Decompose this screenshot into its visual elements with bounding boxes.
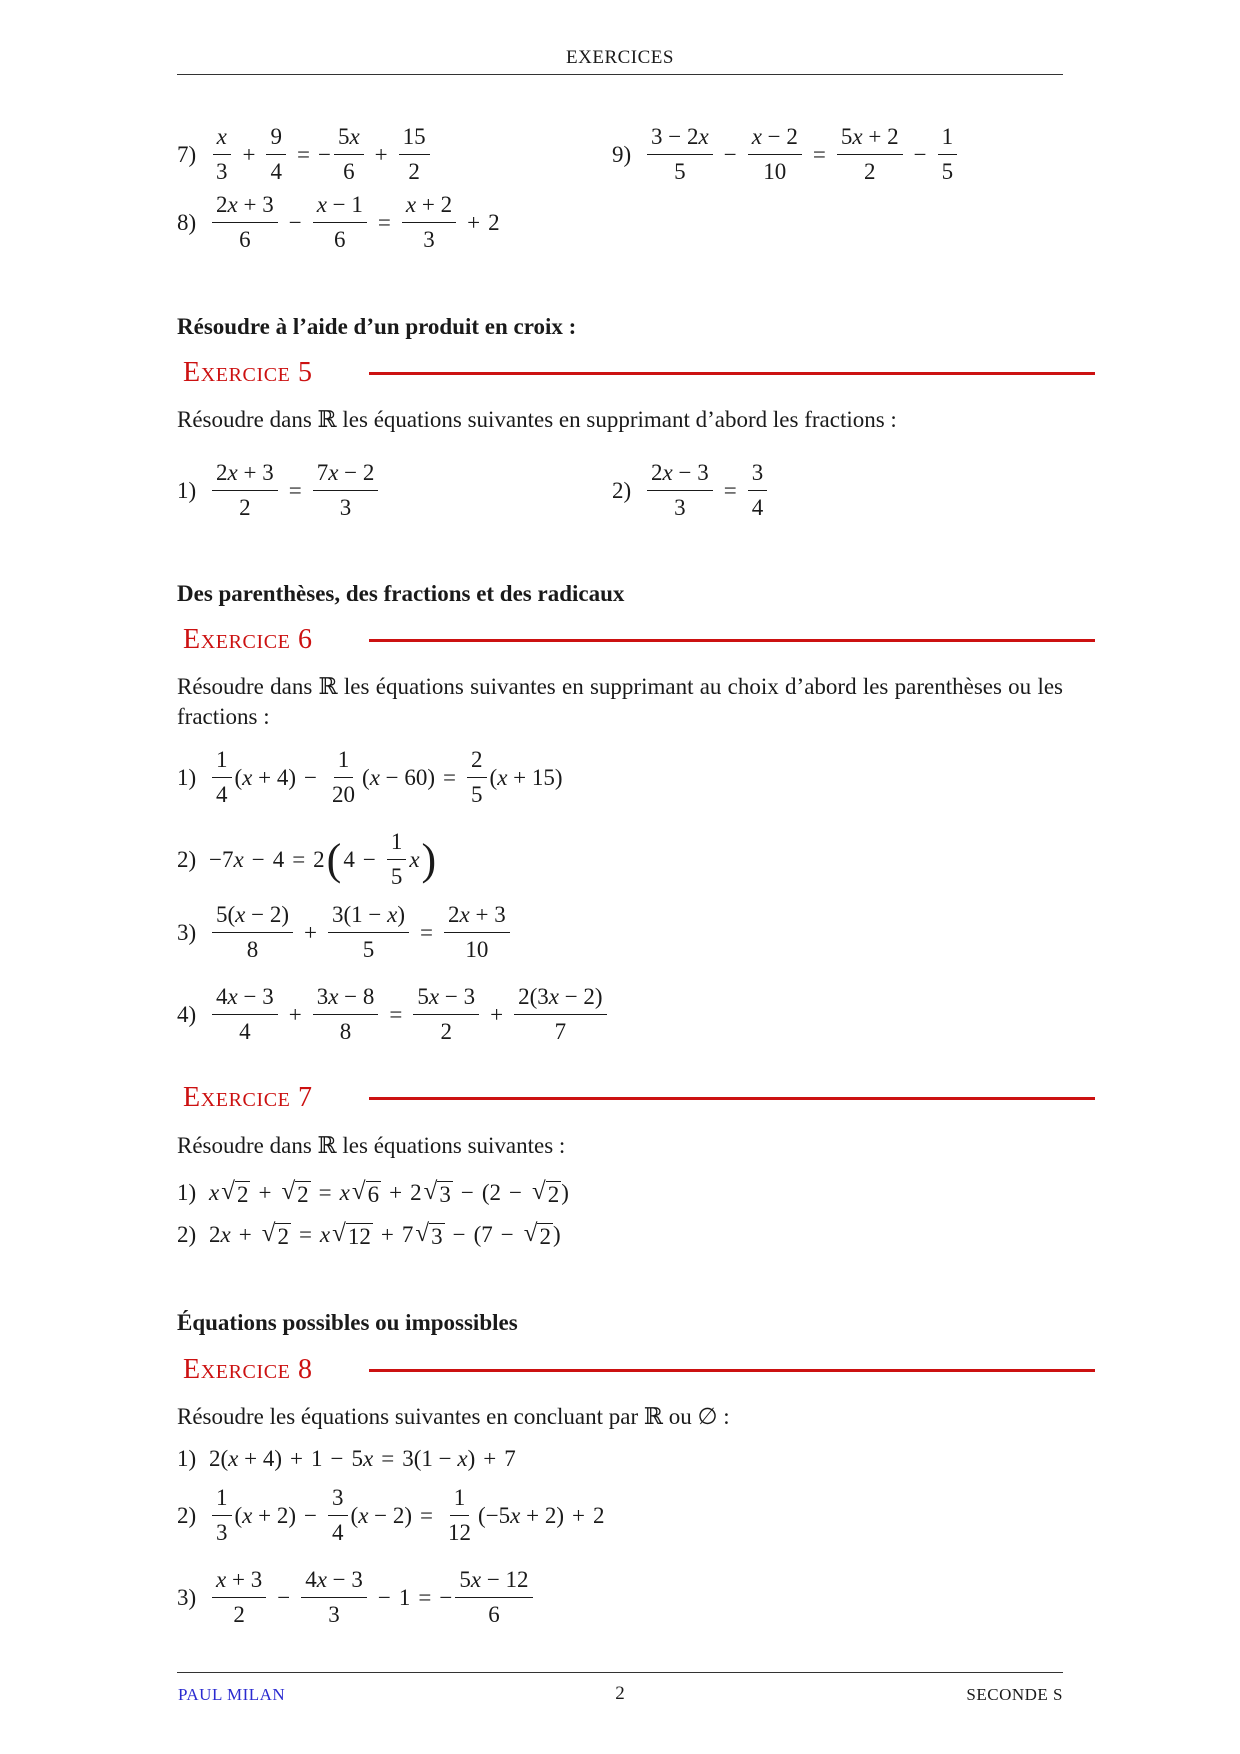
ex7-equation-2: 2) 2x + √ 2 = x √ 12 + 7 √ 3 − (7 − √ 2 ) <box>177 1220 561 1249</box>
exercise-8-instruction: Résoudre les équations suivantes en concluant par ℝ ou ∅ : <box>177 1404 730 1429</box>
page-header: EXERCICES <box>566 47 674 68</box>
ex5-equation-1: 1) $\frac{2x + 3}{2}$ = $\frac{7x - 2}{3}$ <box>177 458 381 523</box>
footer-rule <box>177 1672 1063 1673</box>
header-rule <box>177 74 1063 75</box>
exercise-5-title: Exercice 5 <box>183 357 313 388</box>
footer-course: SECONDE S <box>966 1685 1063 1704</box>
exercise-5-rule <box>369 372 1095 375</box>
equation-8: 8) $\frac{2x + 3}{6}$ − $\frac{x - 1}{6}$ = $\frac{x + 2}{3}$ + 2 <box>177 192 500 252</box>
exercise-6-header <box>183 622 1095 662</box>
exercise-6-rule <box>369 639 1095 642</box>
ex8-equation-3: 3) $\frac{x + 3}{2}$ − $\frac{4x - 3}{3}$ − 1 = − $\frac{5x - 12}{6}$ <box>177 1565 536 1630</box>
ex6-equation-3: 3) $\frac{5(x - 2)}{8}$ + $\frac{3(1 - x)}{5}$ = $\frac{2x + 3}{10}$ <box>177 900 513 965</box>
exercise-6-title: Exercice 6 <box>183 624 313 655</box>
exercise-6-instruction: Résoudre dans ℝ les équations suivantes en supprimant au choix d’abord les parenthèses ou les fractions : <box>177 674 1063 729</box>
footer-page-number: 2 <box>615 1683 625 1704</box>
footer-author: PAUL MILAN <box>178 1685 286 1704</box>
section-heading-cross-product: Résoudre à l’aide d’un produit en croix : <box>177 314 577 339</box>
exercise-7-header <box>183 1080 1095 1120</box>
exercise-8-header <box>183 1352 1095 1392</box>
exercise-5-instruction: Résoudre dans ℝ les équations suivantes en supprimant d’abord les fractions : <box>177 407 897 432</box>
exercise-7-rule <box>369 1097 1095 1100</box>
ex6-equation-1: 1) $\frac{1}{4}$ (x + 4) − $\frac{1}{20}$ (x − 60) = $\frac{2}{5}$ (x + 15) <box>177 747 563 807</box>
equation-7: 7) $\frac{x}{3}$ + $\frac{9}{4}$ = − $\frac{5x}{6}$ + $\frac{15}{2}$ <box>177 122 433 187</box>
ex5-equation-2: 2) $\frac{2x - 3}{3}$ = $\frac{3}{4}$ <box>612 458 770 523</box>
section-heading-possible-impossible: Équations possibles ou impossibles <box>177 1310 518 1335</box>
ex8-equation-2: 2) $\frac{1}{3}$ (x + 2) − $\frac{3}{4}$ (x − 2) = $\frac{1}{12}$ (−5x + 2) + 2 <box>177 1485 605 1545</box>
ex7-equation-1: 1) x √ 2 + √ 2 = x √ 6 + 2 √ 3 − (2 − √ 2 ) <box>177 1178 569 1207</box>
exercise-7-instruction: Résoudre dans ℝ les équations suivantes : <box>177 1133 566 1158</box>
exercise-8-title: Exercice 8 <box>183 1354 313 1385</box>
exercise-8-rule <box>369 1369 1095 1372</box>
equation-9: 9) $\frac{3 - 2x}{5}$ − $\frac{x - 2}{10}$ = $\frac{5x + 2}{2}$ − $\frac{1}{5}$ <box>612 122 960 187</box>
exercise-5-header <box>183 355 1095 395</box>
ex8-equation-1: 1) 2(x + 4) + 1 − 5x = 3(1 − x) + 7 <box>177 1446 516 1471</box>
ex6-equation-4: 4) $\frac{4x - 3}{4}$ + $\frac{3x - 8}{8}$ = $\frac{5x - 3}{2}$ + $\frac{2(3x - 2)}{7}$ <box>177 982 610 1047</box>
exercise-7-title: Exercice 7 <box>183 1082 313 1113</box>
section-heading-parentheses: Des parenthèses, des fractions et des radicaux <box>177 581 625 606</box>
ex6-equation-2: 2) −7x − 4 = 2 ( 4 − $\frac{1}{5}$ x ) <box>177 829 437 889</box>
